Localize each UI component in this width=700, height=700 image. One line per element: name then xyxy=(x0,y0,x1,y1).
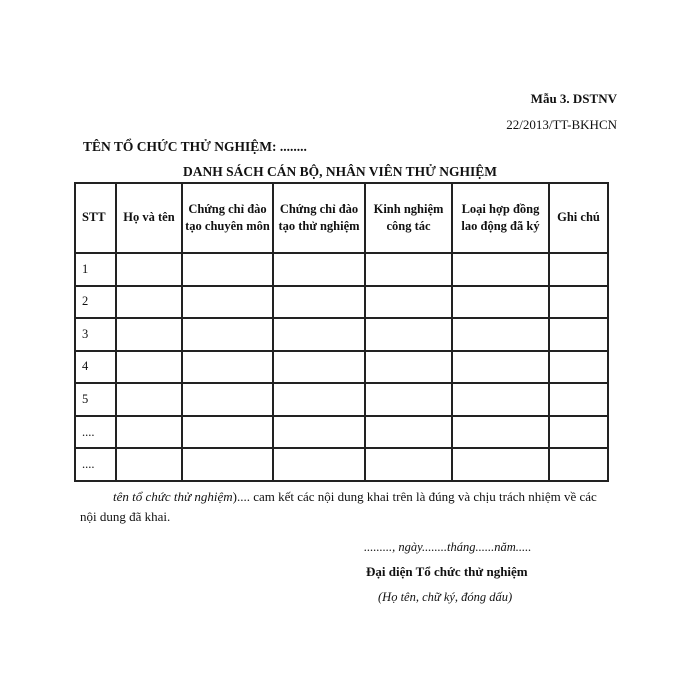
header-stt: STT xyxy=(75,183,116,253)
table-cell xyxy=(452,318,549,351)
table-cell xyxy=(365,416,452,449)
representative-note: (Họ tên, chữ ký, đóng dấu) xyxy=(378,590,513,604)
table-row xyxy=(75,448,608,481)
header-work-experience: Kinh nghiệm công tác xyxy=(365,183,452,253)
circular-reference: 22/2013/TT-BKHCN xyxy=(506,117,617,132)
table-cell xyxy=(365,253,452,286)
table-cell xyxy=(182,253,273,286)
date-line: ........., ngày........tháng......năm..... xyxy=(364,540,532,554)
table-row xyxy=(75,416,608,449)
table-cell xyxy=(365,448,452,481)
table-row xyxy=(75,286,608,319)
row-number: 1 xyxy=(75,253,116,286)
table-cell xyxy=(452,383,549,416)
table-cell xyxy=(273,448,365,481)
table-cell xyxy=(452,416,549,449)
table-cell xyxy=(182,416,273,449)
table-cell xyxy=(452,351,549,384)
row-number: .... xyxy=(75,416,116,449)
table-cell xyxy=(549,448,608,481)
organization-name-line: TÊN TỔ CHỨC THỬ NGHIỆM: ........ xyxy=(83,139,307,154)
table-cell xyxy=(116,318,182,351)
table-cell xyxy=(116,351,182,384)
form-code: Mẫu 3. DSTNV xyxy=(530,91,617,106)
table-cell xyxy=(273,416,365,449)
header-contract-type: Loại hợp đồng lao động đã ký xyxy=(452,183,549,253)
table-cell xyxy=(273,318,365,351)
header-full-name: Họ và tên xyxy=(116,183,182,253)
row-number: .... xyxy=(75,448,116,481)
row-number: 3 xyxy=(75,318,116,351)
table-cell xyxy=(182,318,273,351)
list-title: DANH SÁCH CÁN BỘ, NHÂN VIÊN THỬ NGHIỆM xyxy=(182,164,498,179)
table-cell xyxy=(116,416,182,449)
table-cell xyxy=(182,448,273,481)
table-cell xyxy=(365,351,452,384)
row-number: 2 xyxy=(75,286,116,319)
table-cell xyxy=(273,253,365,286)
commitment-org-name: tên tổ chức thử nghiệm xyxy=(113,489,233,504)
table-cell xyxy=(365,383,452,416)
table-row xyxy=(75,253,608,286)
commitment-statement xyxy=(80,487,605,527)
table-cell xyxy=(116,448,182,481)
table-header-row xyxy=(75,183,608,253)
table-cell xyxy=(182,286,273,319)
header-professional-certificate: Chứng chỉ đào tạo chuyên môn xyxy=(182,183,273,253)
table-cell xyxy=(452,286,549,319)
table-cell xyxy=(452,253,549,286)
staff-table xyxy=(74,182,609,482)
table-cell xyxy=(549,318,608,351)
table-cell xyxy=(273,383,365,416)
header-notes: Ghi chú xyxy=(549,183,608,253)
row-number: 4 xyxy=(75,351,116,384)
table-cell xyxy=(116,383,182,416)
table-cell xyxy=(549,383,608,416)
table-cell xyxy=(452,448,549,481)
table-cell xyxy=(549,416,608,449)
commitment-text: ).... cam kết các nội dung khai trên là đúng và chịu trách nhiệm về các nội dung đã khai. xyxy=(80,489,597,525)
table-cell xyxy=(273,351,365,384)
table-cell xyxy=(365,318,452,351)
table-cell xyxy=(116,253,182,286)
table-cell xyxy=(549,286,608,319)
table-cell xyxy=(182,383,273,416)
header-testing-certificate: Chứng chỉ đào tạo thử nghiệm xyxy=(273,183,365,253)
table-row xyxy=(75,351,608,384)
table-cell xyxy=(182,351,273,384)
table-cell xyxy=(365,286,452,319)
representative-title: Đại diện Tổ chức thử nghiệm xyxy=(366,564,528,579)
table-cell xyxy=(549,253,608,286)
table-cell xyxy=(273,286,365,319)
table-cell xyxy=(549,351,608,384)
table-row xyxy=(75,383,608,416)
table-cell xyxy=(116,286,182,319)
table-row xyxy=(75,318,608,351)
row-number: 5 xyxy=(75,383,116,416)
